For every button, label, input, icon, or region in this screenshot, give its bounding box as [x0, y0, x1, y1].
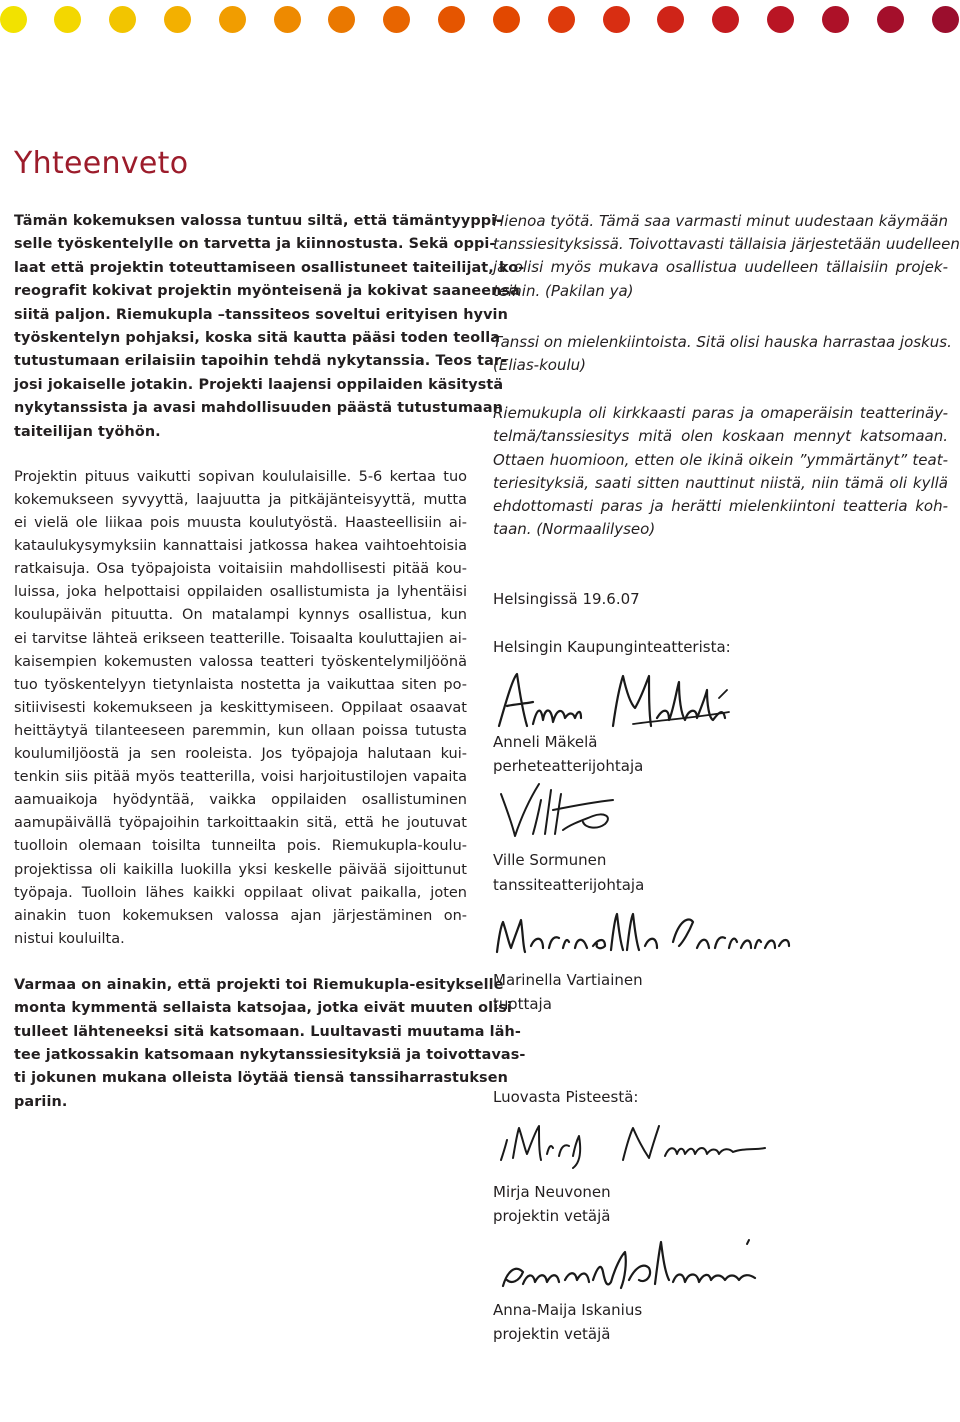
header-dot: [328, 6, 355, 33]
header-dot: [109, 6, 136, 33]
header-dot: [932, 6, 959, 33]
intro-paragraph: [14, 210, 525, 444]
place-date: Helsingissä 19.6.07: [493, 590, 640, 608]
text-line: (Elias-koulu): [493, 355, 586, 374]
text-line: aamuaikoja hyödyntää, vaikka oppilaiden osallistuminen: [14, 792, 467, 809]
text-line: Hienoa työtä. Tämä saa varmasti minut uudestaan käymään: [493, 212, 948, 230]
text-line: nistui kouluilta.: [14, 930, 125, 947]
text-line: tee jatkossakin katsomaan nykytanssiesityksiä ja toivottavas-: [14, 1047, 526, 1064]
quote-elias-koulu: [493, 331, 952, 377]
organization-luova-piste: Luovasta Pisteestä:: [493, 1088, 639, 1106]
text-line: nykytanssista ja avasi mahdollisuuden päästä tutustumaan: [14, 400, 503, 417]
text-line: Ottaen huomioon, etten ole ikinä oikein ”ymmärtänyt” teat-: [493, 450, 948, 469]
header-dot: [0, 6, 27, 33]
text-line: Tämän kokemuksen valossa tuntuu siltä, että tämäntyyppi-: [14, 213, 503, 229]
text-line: koulupäivän pituutta. On matalampi kynnys osallistua, kun: [14, 607, 467, 624]
text-line: selle työskentelylle on tarvetta ja kiinnostusta. Sekä oppi-: [14, 236, 496, 253]
text-line: ainakin tuon kokemuksen valossa ajan järjestäminen on-: [14, 907, 467, 924]
text-line: siitä paljon. Riemukupla –tanssiteos soveltui erityisen hyvin: [14, 306, 508, 323]
text-line: luissa, joka helpottaisi oppilaiden osallistumista ja lyhentäisi: [14, 584, 467, 601]
header-dot: [822, 6, 849, 33]
header-dot: [603, 6, 630, 33]
text-line: ja olisi myös mukava osallistua uudelleen tällaisiin projek-: [493, 258, 948, 277]
signer-name: Anna-Maija Iskanius: [493, 1301, 643, 1319]
header-dot: [438, 6, 465, 33]
signature-ville-sormunen: [493, 780, 623, 850]
text-line: Tanssi on mielenkiintoista. Sitä olisi hauska harrastaa joskus.: [493, 332, 952, 351]
signature-anna-maija-iskanius: [493, 1232, 773, 1302]
text-line: ei vielä ole liikaa pois muusta koulutyöstä. Haasteellisiin ai-: [14, 515, 467, 532]
text-line: kaisempien kokemusten valossa teatteri työskentelymiljöönä: [14, 653, 467, 670]
text-line: kokemukseen syvyyttä, laajuutta ja pitkäjänteisyyttä, mutta: [14, 492, 467, 508]
text-line: reografit kokivat projektin myönteisenä ja kokivat saaneensa: [14, 283, 520, 300]
text-line: Projektin pituus vaikutti sopivan koululaisille. 5-6 kertaa tuo: [14, 468, 467, 485]
header-dot-row: [0, 6, 960, 34]
text-line: monta kymmentä sellaista katsojaa, jotka eivät muuten olisi: [14, 1000, 512, 1017]
signature-mirja-neuvonen: [493, 1118, 783, 1170]
signature-anneli-makela: [493, 668, 743, 738]
signer-name: Marinella Vartiainen: [493, 971, 643, 989]
header-dot: [657, 6, 684, 33]
header-dot: [877, 6, 904, 33]
text-line: teihin. (Pakilan ya): [493, 281, 634, 300]
header-dot: [712, 6, 739, 33]
header-dot: [164, 6, 191, 33]
header-dot: [219, 6, 246, 33]
signer-name: Mirja Neuvonen: [493, 1183, 611, 1201]
text-line: taiteilijan työhön.: [14, 423, 161, 440]
text-line: ehdottomasti paras ja herätti mielenkiintoni teatteria koh-: [493, 496, 948, 515]
text-line: tulleet lähteneeksi sitä katsomaan. Luultavasti muutama läh-: [14, 1023, 521, 1040]
organization-kaupunginteatteri: Helsingin Kaupunginteatterista:: [493, 638, 731, 656]
page-title: Yhteenveto: [14, 146, 189, 181]
header-dot: [274, 6, 301, 33]
text-line: tutustumaan erilaisiin tapoihin tehdä nykytanssia. Teos tar-: [14, 353, 508, 370]
text-line: sitiivisesti kokemukseen ja keskittymiseen. Oppilaat osaavat: [14, 699, 467, 716]
text-line: työpaja. Tuolloin lähes kaikki oppilaat olivat paikalla, joten: [14, 884, 467, 901]
text-line: heittäytyä tilanteeseen paremmin, kun ollaan poissa tutusta: [14, 722, 467, 739]
text-line: tuolloin olemaan toisilta tunneilta pois. Riemukupla-koulu-: [14, 838, 467, 855]
text-line: tuo työskentelyyn tietynlaista nostetta ja vaikuttaa siten po-: [14, 676, 467, 693]
header-dot: [548, 6, 575, 33]
header-dot: [767, 6, 794, 33]
text-line: teriesityksiä, saati sitten nauttinut niistä, niin tämä oli kyllä: [493, 473, 948, 492]
text-line: ei tarvitse lähteä erikseen teatterille. Toisaalta kouluttajien ai-: [14, 630, 467, 647]
text-line: telmä/tanssiesitys mitä olen koskaan mennyt katsomaan.: [493, 427, 948, 446]
right-column: [493, 210, 960, 1343]
signer-role: projektin vetäjä: [493, 1325, 611, 1343]
text-line: projektissa oli kaikilla luokilla yksi keskelle päivää sijoittunut: [14, 861, 467, 878]
text-line: taan. (Normaalilyseo): [493, 520, 656, 539]
text-line: tenkin siis pitää myös teatterilla, voisi harjoitustilojen vapaita: [14, 769, 467, 786]
text-line: työskentelyn pohjaksi, koska sitä kautta pääsi toden teolla: [14, 329, 501, 346]
text-line: ratkaisuja. Osa työpajoista voitaisiin mahdollisesti pitää kou-: [14, 561, 467, 578]
text-line: pariin.: [14, 1093, 68, 1110]
signer-name: Ville Sormunen: [493, 851, 607, 869]
header-dot: [493, 6, 520, 33]
text-line: aamupäivällä työpajoihin tarkoittaakin sitä, että he joutuvat: [14, 815, 467, 832]
text-line: Varmaa on ainakin, että projekti toi Riemukupla-esitykselle: [14, 976, 504, 993]
signer-name: Anneli Mäkelä: [493, 733, 598, 751]
signature-marinella-vartiainen: [493, 902, 793, 962]
text-line: josi jokaiselle jotakin. Projekti laajensi oppilaiden käsitystä: [14, 376, 504, 393]
text-line: Riemukupla oli kirkkaasti paras ja omaperäisin teatterinäy-: [493, 404, 948, 423]
text-line: ti jokunen mukana olleista löytää tiensä tanssiharrastuksen: [14, 1070, 508, 1087]
signer-role: tanssiteatterijohtaja: [493, 876, 645, 894]
signer-role: perheteatterijohtaja: [493, 757, 644, 775]
header-dot: [54, 6, 81, 33]
text-line: tanssiesityksissä. Toivottavasti tällaisia järjestetään uudelleen: [493, 235, 960, 254]
text-line: koulumiljöostä ja sen rooleista. Jos työpajoja halutaan kui-: [14, 746, 467, 763]
text-line: laat että projektin toteuttamiseen osallistuneet taiteilijat, ko-: [14, 259, 525, 276]
quote-pakila: [493, 210, 960, 303]
quote-normaalilyseo: [493, 402, 948, 541]
signer-role: tuottaja: [493, 995, 552, 1013]
header-dot: [383, 6, 410, 33]
text-line: kataulukysymyksiin kannattaisi jatkossa hakea vaihtoehtoisia: [14, 538, 467, 555]
signer-role: projektin vetäjä: [493, 1207, 611, 1225]
body-paragraph: [14, 466, 467, 951]
